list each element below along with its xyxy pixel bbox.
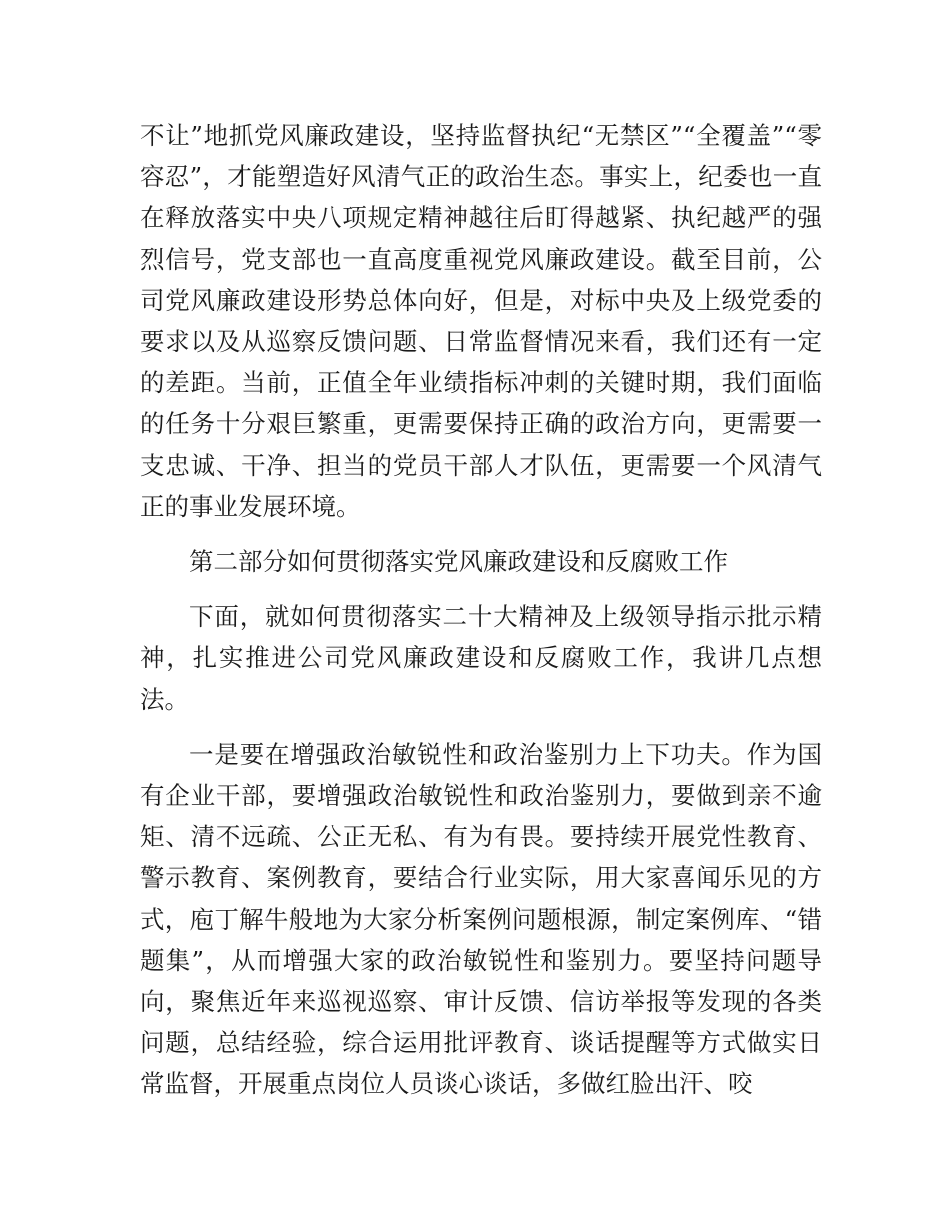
section-heading: 第二部分如何贯彻落实党风廉政建设和反腐败工作 xyxy=(189,547,728,577)
paragraph-continuation: 不让”地抓党风廉政建设，坚持监督执纪“无禁区”“全覆盖”“零容忍”，才能塑造好风清气正的政治生态。事实上，纪委也一直在释放落实中央八项规定精神越往后盯得越紧、执纪越严的强烈信号，党支部也一直高度重视党风廉政建设。截至目前，公司党风廉政建设形势总体向好，但是，对标中央及上级党委的要求以及从巡察反馈问题、日常监督情况来看，我们还有一定的差距。当前，正值全年业绩指标冲刺的关键时期，我们面临的任务十分艰巨繁重，更需要保持正确的政治方向，更需要一支忠诚、干净、担当的党员干部人才队伍，更需要一个风清气正的事业发展环境。 xyxy=(140,121,822,521)
document-body xyxy=(140,115,822,1119)
paragraph-point-one: 一是要在增强政治敏锐性和政治鉴别力上下功夫。作为国有企业干部，要增强政治敏锐性和政治鉴别力，要做到亲不逾矩、清不远疏、公正无私、有为有畏。要持续开展党性教育、警示教育、案例教育，要结合行业实际，用大家喜闻乐见的方式，庖丁解牛般地为大家分析案例问题根源，制定案例库、“错题集”，从而增强大家的政治敏锐性和鉴别力。要坚持问题导向，聚焦近年来巡视巡察、审计反馈、信访举报等发现的各类问题，总结经验，综合运用批评教育、谈话提醒等方式做实日常监督，开展重点岗位人员谈心谈话，多做红脸出汗、咬 xyxy=(140,739,822,1099)
paragraph-intro: 下面，就如何贯彻落实二十大精神及上级领导指示批示精神，扎实推进公司党风廉政建设和反腐败工作，我讲几点想法。 xyxy=(140,602,822,714)
